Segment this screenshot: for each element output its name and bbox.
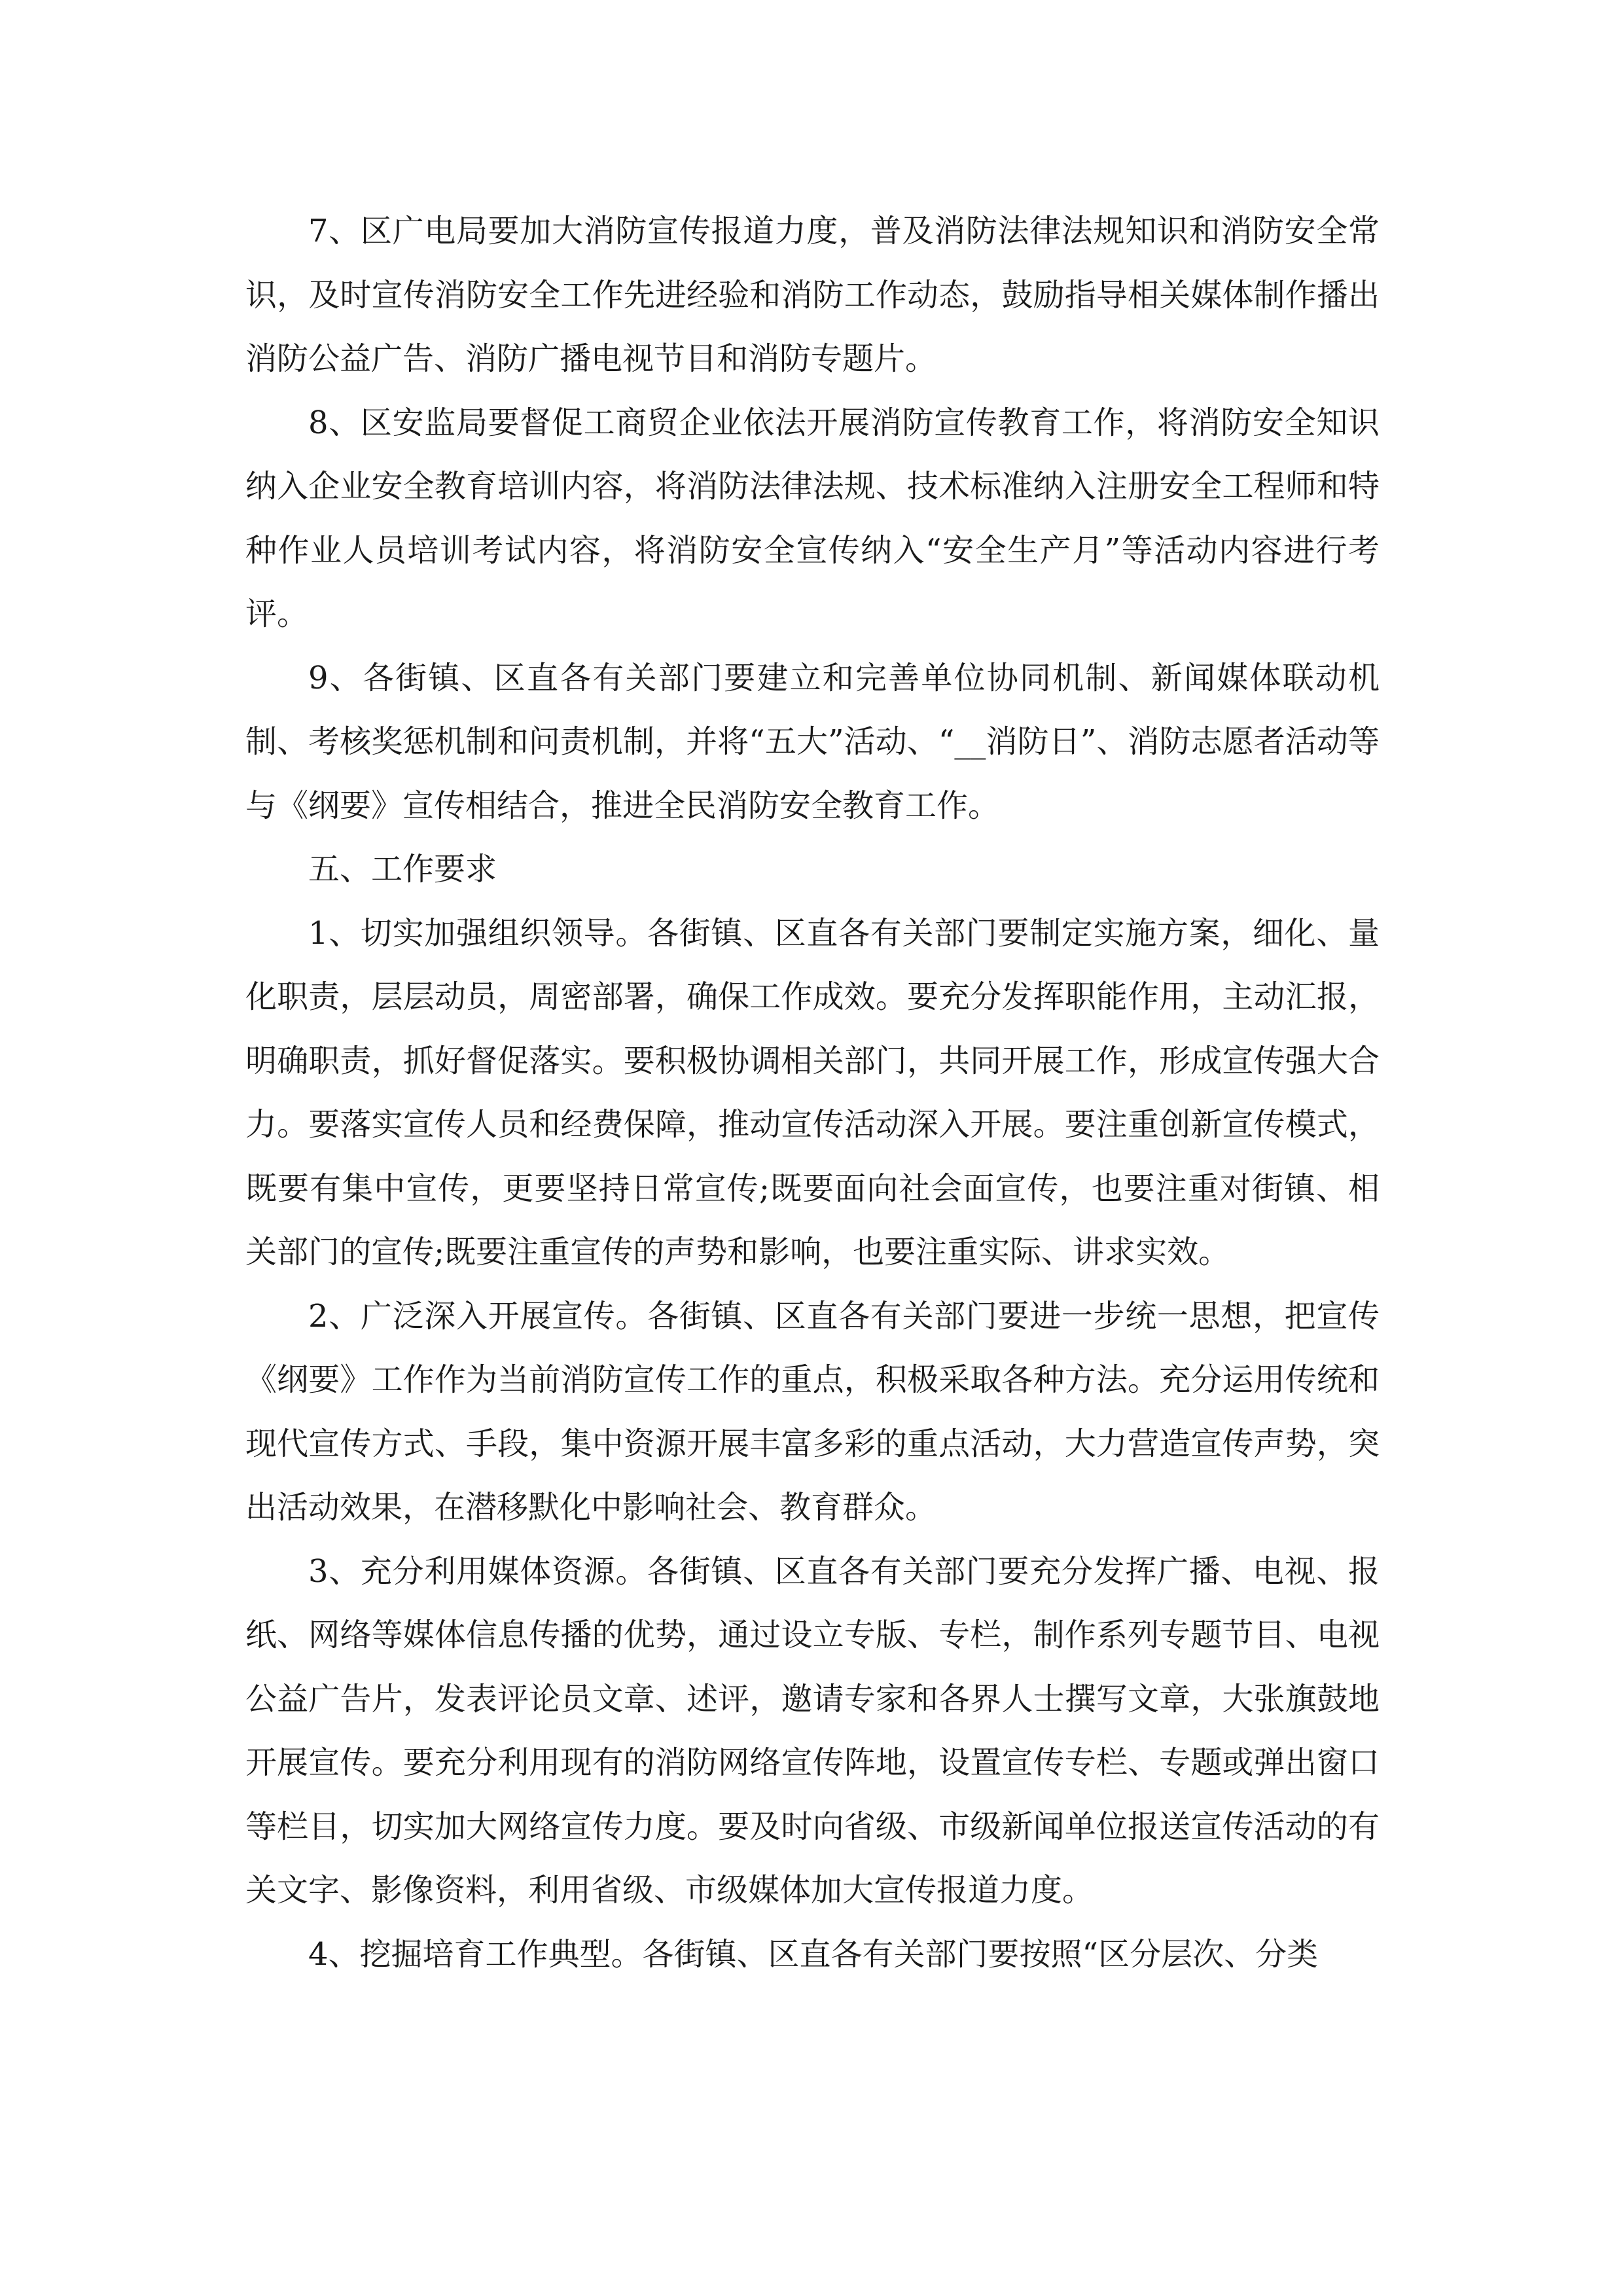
paragraph-requirement-3: 3、充分利用媒体资源。各街镇、区直各有关部门要充分发挥广播、电视、报纸、网络等媒体信息传播的优势，通过设立专版、专栏，制作系列专题节目、电视公益广告片，发表评论员文章、述评，邀请专家和各界人士撰写文章，大张旗鼓地开展宣传。要充分利用现有的消防网络宣传阵地，设置宣传专栏、专题或弹出窗口等栏目，切实加大网络宣传力度。要及时向省级、市级新闻单位报送宣传活动的有关文字、影像资料，利用省级、市级媒体加大宣传报道力度。 — [245, 1552, 1380, 1909]
paragraph-requirement-2: 2、广泛深入开展宣传。各街镇、区直各有关部门要进一步统一思想，把宣传《纲要》工作作为当前消防宣传工作的重点，积极采取各种方法。充分运用传统和现代宣传方式、手段，集中资源开展丰富多彩的重点活动，大力营造宣传声势，突出活动效果，在潜移默化中影响社会、教育群众。 — [245, 1297, 1380, 1526]
section-heading-work-requirements: 五、工作要求 — [308, 851, 497, 888]
paragraph-requirement-1: 1、切实加强组织领导。各街镇、区直各有关部门要制定实施方案，细化、量化职责，层层动员，周密部署，确保工作成效。要充分发挥职能作用，主动汇报，明确职责，抓好督促落实。要积极协调相关部门，共同开展工作，形成宣传强大合力。要落实宣传人员和经费保障，推动宣传活动深入开展。要注重创新宣传模式，既要有集中宣传，更要坚持日常宣传;既要面向社会面宣传，也要注重对街镇、相关部门的宣传;既要注重宣传的声势和影响，也要注重实际、讲求实效。 — [245, 914, 1380, 1270]
paragraph-item-7: 7、区广电局要加大消防宣传报道力度，普及消防法律法规知识和消防安全常识，及时宣传消防安全工作先进经验和消防工作动态，鼓励指导相关媒体制作播出消防公益广告、消防广播电视节目和消防专题片。 — [245, 213, 1380, 377]
document-body — [245, 200, 1380, 1986]
paragraph-item-9: 9、各街镇、区直各有关部门要建立和完善单位协同机制、新闻媒体联动机制、考核奖惩机制和问责机制，并将“五大”活动、“__消防日”、消防志愿者活动等与《纲要》宣传相结合，推进全民消防安全教育工作。 — [245, 659, 1380, 824]
paragraph-requirement-4: 4、挖掘培育工作典型。各街镇、区直各有关部门要按照“区分层次、分类 — [308, 1935, 1319, 1973]
paragraph-item-8: 8、区安监局要督促工商贸企业依法开展消防宣传教育工作，将消防安全知识纳入企业安全教育培训内容，将消防法律法规、技术标准纳入注册安全工程师和特种作业人员培训考试内容，将消防安全宣传纳入“安全生产月”等活动内容进行考评。 — [245, 404, 1380, 632]
